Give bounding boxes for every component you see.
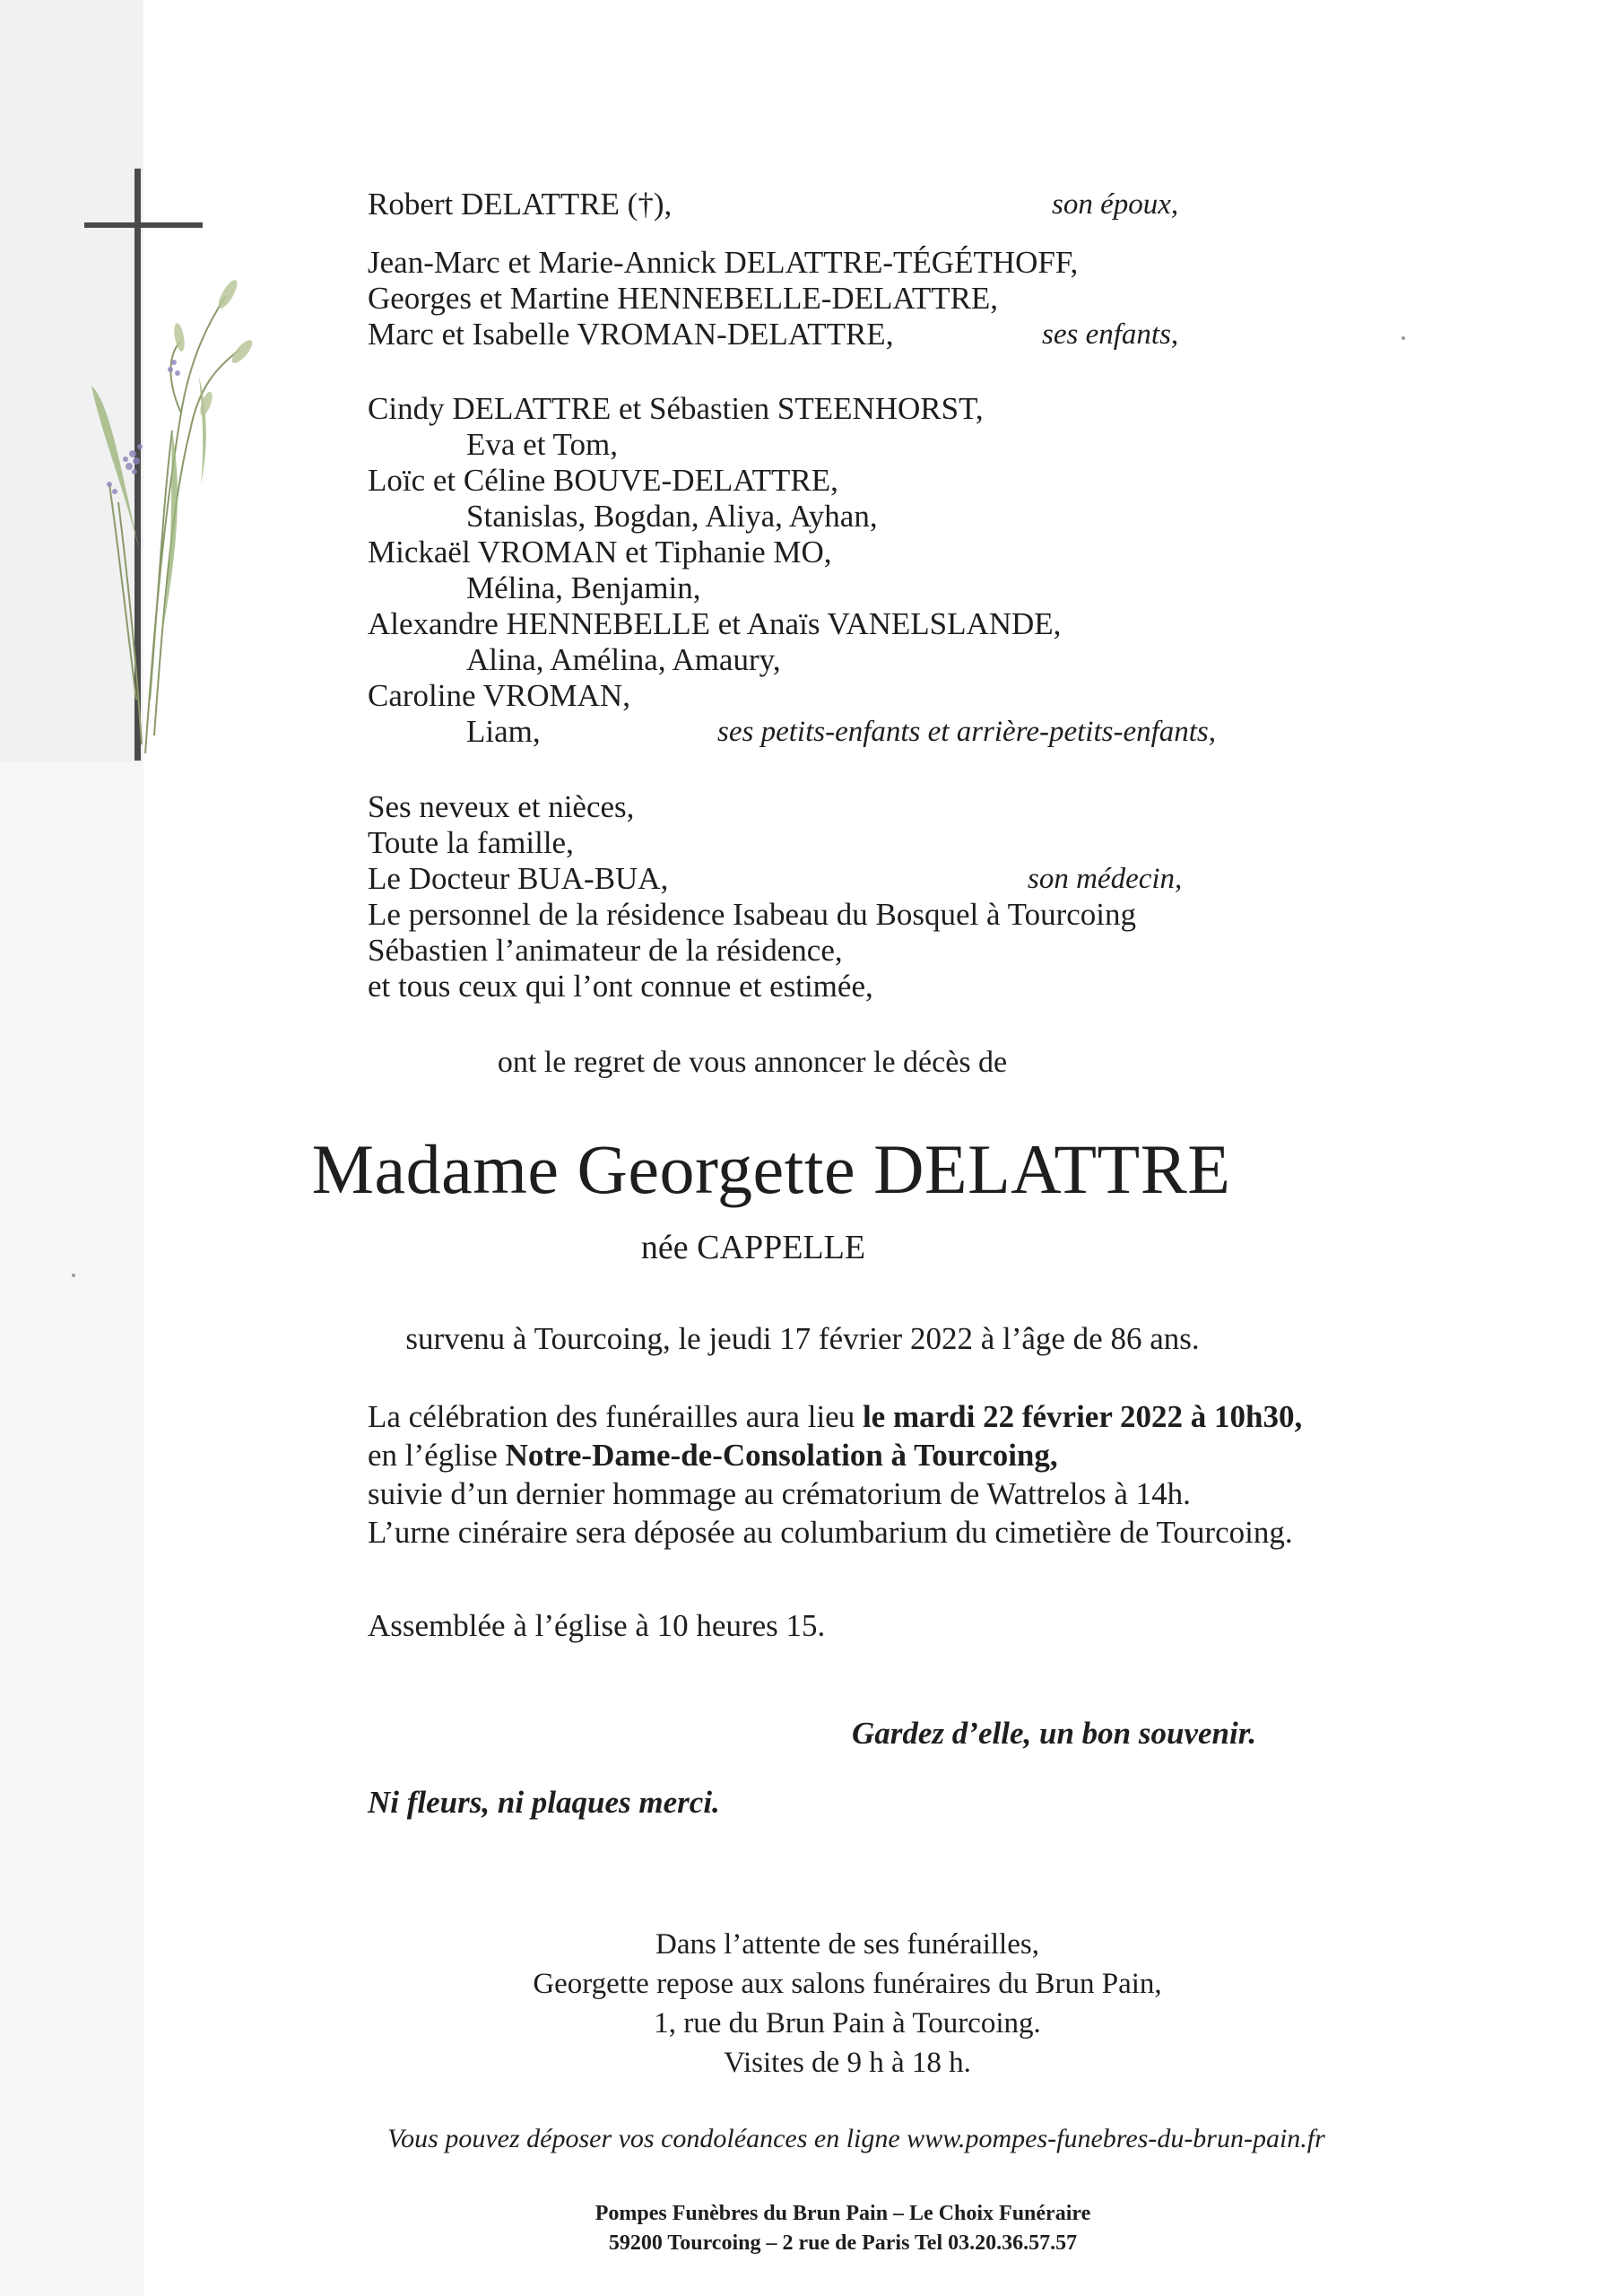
church-name: Notre-Dame-de-Consolation à Tourcoing, [505, 1438, 1058, 1473]
family-line: Loïc et Céline BOUVE-DELATTRE, [368, 463, 838, 498]
family-line: Alina, Amélina, Amaury, [466, 642, 781, 677]
family-line: Marc et Isabelle VROMAN-DELATTRE, [368, 317, 894, 352]
family-line: Robert DELATTRE (†), [368, 187, 673, 222]
ceremony-line [368, 1401, 1302, 1432]
ceremony-date: le mardi 22 février 2022 à 10h30, [862, 1399, 1303, 1434]
family-line: Jean-Marc et Marie-Annick DELATTRE-TÉGÉTHOFF, [368, 245, 1079, 280]
relation-petits-enfants: ses petits-enfants et arrière-petits-enfants, [717, 716, 1217, 748]
funeral-home-name: Pompes Funèbres du Brun Pain – Le Choix Funéraire [595, 2202, 1091, 2225]
repose-line: Dans l’attente de ses funérailles, [655, 1928, 1039, 1961]
church-intro: en l’église [368, 1438, 506, 1473]
relation-medecin: son médecin, [1028, 863, 1183, 895]
family-line: Sébastien l’animateur de la résidence, [368, 933, 843, 968]
announcement-intro: ont le regret de vous annoncer le décès de [497, 1046, 1008, 1079]
repose-line: 1, rue du Brun Pain à Tourcoing. [654, 2007, 1041, 2039]
ceremony-line: suivie d’un dernier hommage au crématorium de Wattrelos à 14h. [368, 1476, 1191, 1511]
family-line: Mickaël VROMAN et Tiphanie MO, [368, 535, 832, 570]
family-line: Georges et Martine HENNEBELLE-DELATTRE, [368, 281, 999, 316]
family-line: Liam, [466, 714, 541, 749]
assembly-line: Assemblée à l’église à 10 heures 15. [368, 1608, 826, 1643]
relation-enfants: ses enfants, [1042, 318, 1179, 351]
speck [72, 1274, 75, 1277]
ceremony-line [368, 1439, 1058, 1471]
repose-line: Visites de 9 h à 18 h. [724, 2047, 971, 2079]
family-line: Toute la famille, [368, 825, 574, 860]
family-line: Caroline VROMAN, [368, 678, 630, 713]
family-line: et tous ceux qui l’ont connue et estimée, [368, 969, 873, 1004]
family-line: Le personnel de la résidence Isabeau du Bosquel à Tourcoing [368, 897, 1137, 932]
family-line: Mélina, Benjamin, [466, 570, 701, 605]
souvenir-line: Gardez d’elle, un bon souvenir. [852, 1716, 1257, 1751]
cross-icon [84, 169, 203, 761]
speck [1402, 336, 1405, 340]
no-flowers-line: Ni fleurs, ni plaques merci. [368, 1785, 720, 1820]
deceased-name: Madame Georgette DELATTRE [311, 1130, 1231, 1208]
ceremony-date-intro: La célébration des funérailles aura lieu [368, 1399, 863, 1434]
family-line: Stanislas, Bogdan, Aliya, Ayhan, [466, 499, 878, 534]
relation-epoux: son époux, [1052, 188, 1179, 221]
family-line: Le Docteur BUA-BUA, [368, 861, 669, 896]
family-line: Cindy DELATTRE et Sébastien STEENHORST, [368, 391, 984, 426]
death-details: survenu à Tourcoing, le jeudi 17 février 2022 à l’âge de 86 ans. [405, 1321, 1200, 1356]
funeral-home-address: 59200 Tourcoing – 2 rue de Paris Tel 03.20.36.57.57 [608, 2231, 1078, 2255]
family-line: Alexandre HENNEBELLE et Anaïs VANELSLANDE, [368, 606, 1062, 641]
repose-line: Georgette repose aux salons funéraires du Brun Pain, [533, 1968, 1162, 2000]
family-line: Ses neveux et nièces, [368, 789, 635, 824]
maiden-name: née CAPPELLE [640, 1229, 866, 1266]
ceremony-line: L’urne cinéraire sera déposée au columbarium du cimetière de Tourcoing. [368, 1515, 1293, 1550]
leaf-icon [91, 377, 206, 628]
condolences-line: Vous pouvez déposer vos condoléances en ligne www.pompes-funebres-du-brun-pain.fr [387, 2124, 1325, 2153]
cross-wheat-decoration [74, 161, 253, 771]
family-line: Eva et Tom, [466, 427, 618, 462]
